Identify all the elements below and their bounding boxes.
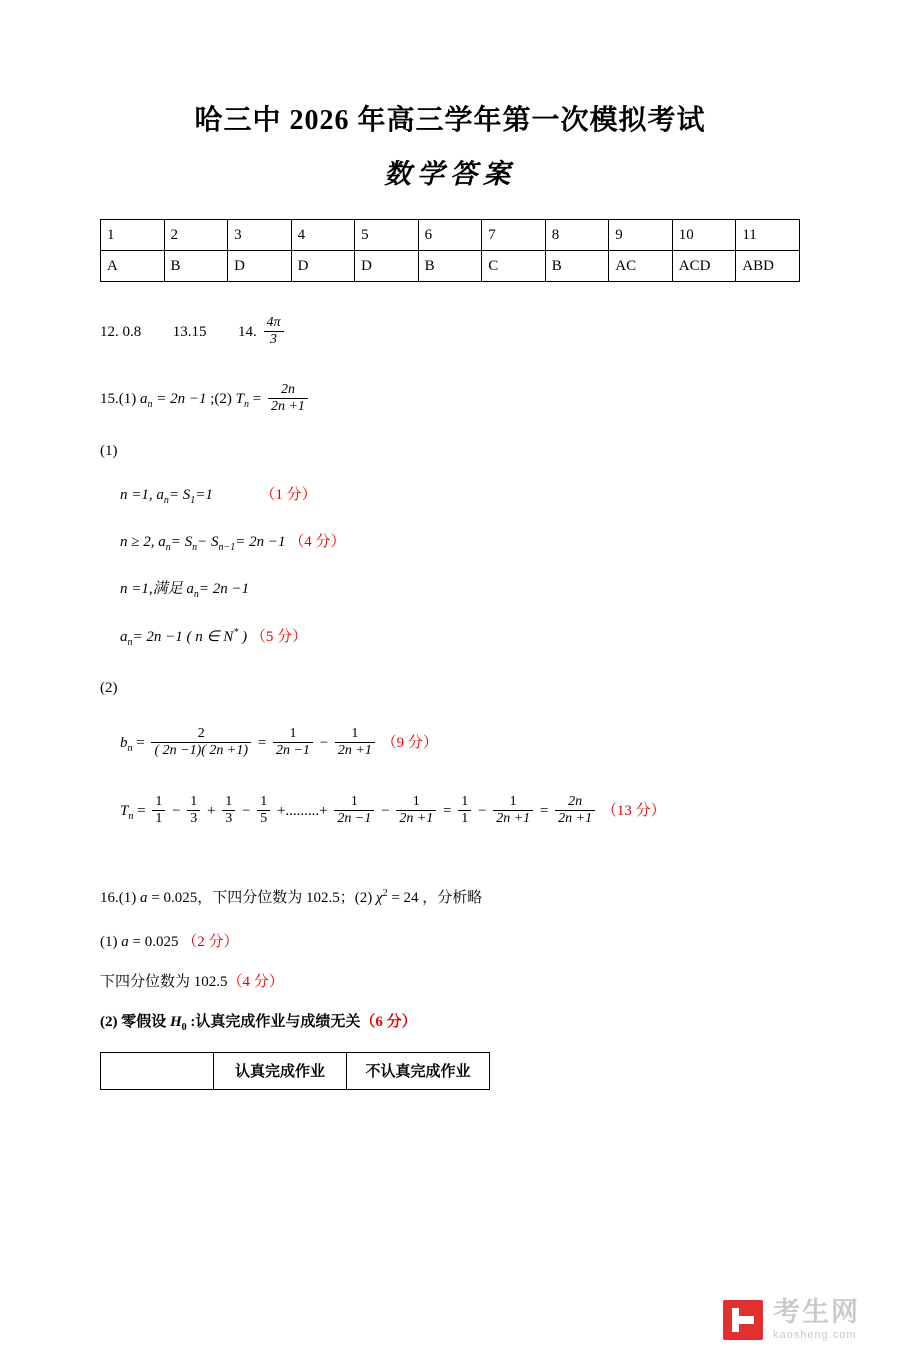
q15-T-f6-num: 1 (412, 793, 420, 809)
q16-line1-a: a (121, 933, 129, 950)
q15-T-f3 (222, 794, 235, 827)
q15-bn-line (120, 727, 820, 760)
q15-line1 (120, 486, 820, 507)
q15-T-f5 (334, 794, 374, 827)
q15-bn-frac1-den: ( 2n −1)( 2n +1) (151, 742, 251, 759)
q15-T-dots: +.........+ (276, 802, 328, 819)
q15-bn-frac3-den: 2n +1 (335, 742, 375, 759)
q15-line1-sub: n (163, 495, 169, 507)
q15-line2-rest2: − S (197, 534, 219, 551)
q15-line1-score: （1 分） (260, 487, 317, 504)
q15-T-score: （13 分） (601, 802, 666, 819)
cell-answer: D (355, 251, 419, 282)
q15-an: a (140, 391, 148, 408)
q15-T-den: 2n +1 (268, 398, 308, 415)
q15-line2-rest: = S (170, 534, 193, 551)
q15-line2-sub2: n (192, 542, 198, 554)
cell-col2: 不认真完成作业 (347, 1052, 490, 1089)
q15-line3-end: = 2n −1 (198, 581, 250, 598)
cell-answer: D (228, 251, 292, 282)
q15-bn: b (120, 735, 128, 752)
q15-bn-frac1 (151, 726, 251, 759)
q15-line2-a: n ≥ 2, a (120, 534, 166, 551)
q15-T-f3-den: 3 (222, 810, 235, 827)
q15-label: 15.(1) (100, 391, 137, 408)
q16-line3-H-sub: 0 (181, 1021, 187, 1033)
q15-bn-frac3-num: 1 (351, 726, 359, 742)
cell-answer: AC (609, 251, 673, 282)
q15-line3-sub: n (193, 589, 199, 601)
q15-line1-rest: = S (168, 487, 191, 504)
q15-bn-eq: = (136, 735, 145, 752)
q15-an-sub: n (147, 399, 153, 411)
q15-T-f2 (187, 794, 200, 827)
cell-answer: ACD (672, 251, 736, 282)
q15-bn-score: （9 分） (381, 735, 438, 752)
q15-line4-score: （5 分） (250, 629, 308, 646)
q15-T-f5-den: 2n −1 (334, 810, 374, 827)
q15-T-line (120, 795, 820, 828)
q16-header (100, 888, 820, 907)
q15-part1-label (100, 442, 820, 460)
q15-line3-text: n =1,满足 a (120, 581, 194, 598)
q16-line1-eq: = 0.025 (132, 933, 179, 950)
q15-T-label-sub: n (128, 810, 134, 822)
q16-line2-text: 下四分位数为 102.5 (100, 973, 228, 990)
q15-line1-a: n =1, a (120, 487, 164, 504)
q15-bn-eq2: = (257, 735, 267, 752)
q15-line1-end: =1 (195, 487, 213, 504)
q15-T-f4 (257, 794, 270, 827)
q15-T-f6 (396, 794, 436, 827)
cell-answer: B (418, 251, 482, 282)
cell-blank (101, 1052, 214, 1089)
q15-T-label: T (120, 802, 129, 819)
q15-bn-frac1-num: 2 (197, 726, 205, 742)
cell-number: 4 (291, 220, 355, 251)
q15-line4-rest: = 2n −1 ( n ∈ N (132, 629, 234, 646)
q15-line4-end: ) (238, 629, 248, 646)
q14-numerator: 4π (266, 315, 281, 330)
q15-header-mid: ;(2) (210, 391, 232, 408)
q15-line4 (120, 627, 820, 649)
q15-bn-frac2 (273, 726, 313, 759)
q15-T-fraction (268, 382, 308, 415)
q16-line2 (100, 973, 820, 991)
q15-line2-sub: n (165, 542, 171, 554)
q14-denominator: 3 (264, 331, 284, 348)
q15-T-minus2: − (242, 802, 251, 819)
document-page (0, 98, 900, 1369)
table-row (101, 1052, 490, 1089)
q14-fraction (264, 315, 284, 348)
q15-T-minus3: − (381, 802, 390, 819)
q14-label: 14. (238, 324, 257, 341)
q16-line1-score: （2 分） (182, 933, 239, 950)
q15-bn-frac2-den: 2n −1 (273, 742, 313, 759)
q15-T-eq3: = (539, 802, 549, 819)
cell-answer: D (291, 251, 355, 282)
q15-part2-label (100, 679, 820, 697)
watermark-cn: 考生网 (773, 1297, 860, 1327)
q16-line3-text: :认真完成作业与成绩无关 (190, 1013, 361, 1030)
q15-T-eq-sign: = (137, 802, 146, 819)
q15-T-plus1: + (207, 802, 216, 819)
q15-line2-score: （4 分） (289, 534, 346, 551)
q15-T: T (235, 391, 245, 408)
cell-col1: 认真完成作业 (214, 1052, 347, 1089)
q16-a: a (140, 889, 148, 906)
cell-number: 6 (418, 220, 482, 251)
q16-line1-label: (1) (100, 933, 118, 950)
watermark-text (773, 1299, 860, 1341)
q16-line1 (100, 933, 820, 951)
q15-T-minus1: − (172, 802, 181, 819)
q15-T-f6-den: 2n +1 (396, 810, 436, 827)
q16-line3-score: （6 分） (360, 1013, 417, 1030)
table-row-numbers (101, 220, 800, 251)
q15-line2-end: = 2n −1 (235, 534, 286, 551)
q15-T-f4-num: 1 (260, 793, 268, 809)
answer-table (100, 219, 800, 282)
cell-number: 11 (736, 220, 800, 251)
cell-number: 10 (672, 220, 736, 251)
q15-bn-minus: − (319, 735, 329, 752)
q16-line3-pre: (2) 零假设 (100, 1013, 167, 1030)
q15-line1-sub2: 1 (190, 495, 196, 507)
cell-number: 2 (164, 220, 228, 251)
q15-line2-sub3: n−1 (218, 542, 236, 554)
answers-body (100, 316, 820, 1034)
q15-T-f4-den: 5 (257, 810, 270, 827)
q15-T-f9 (555, 794, 595, 827)
q16-line2-score: （4 分） (227, 973, 284, 990)
cell-number: 9 (609, 220, 673, 251)
q15-line2 (120, 533, 820, 554)
q16-chi-eq: = 24 ，分析略 (391, 889, 483, 906)
cell-number: 5 (355, 220, 419, 251)
table-row-answers (101, 251, 800, 282)
cell-number: 8 (545, 220, 609, 251)
cell-answer: C (482, 251, 546, 282)
q15-T-f7-num: 1 (461, 793, 469, 809)
q15-T-f7 (458, 794, 471, 827)
q15-line4-sup: * (233, 627, 239, 639)
q15-T-minus4: − (477, 802, 487, 819)
q16-label: 16.(1) (100, 889, 137, 906)
q15-bn-sub: n (127, 743, 133, 755)
cell-answer: B (164, 251, 228, 282)
cell-number: 7 (482, 220, 546, 251)
contingency-table (100, 1052, 490, 1090)
q15-T-f9-den: 2n +1 (555, 810, 595, 827)
fill-in-answers (100, 316, 820, 349)
q15-T-f7-den: 1 (458, 810, 471, 827)
q15-T-f8-den: 2n +1 (493, 810, 533, 827)
q15-bn-frac2-num: 1 (289, 726, 297, 742)
q15-line4-sub: n (127, 637, 133, 649)
q13-answer: 13.15 (172, 324, 207, 341)
cell-answer: A (101, 251, 165, 282)
q15-T-f1-num: 1 (155, 793, 163, 809)
q15-T-f2-num: 1 (190, 793, 198, 809)
q16-line3-H: H (170, 1013, 182, 1030)
q16-chi-sup: 2 (382, 887, 388, 899)
watermark (723, 1299, 860, 1341)
q16-line3 (100, 1013, 820, 1034)
q15-T-f2-den: 3 (187, 810, 200, 827)
watermark-en: kaosheng.com (773, 1329, 857, 1341)
q15-T-eq2: = (443, 802, 452, 819)
q15-T-sub: n (244, 399, 250, 411)
q15-T-f1 (152, 794, 165, 827)
cell-number: 3 (228, 220, 292, 251)
q15-part2-text: (2) (100, 680, 118, 697)
q15-bn-frac3 (335, 726, 375, 759)
q15-line3 (120, 580, 820, 601)
q15-header (100, 383, 820, 416)
q15-T-f8 (493, 794, 533, 827)
cell-answer: ABD (736, 251, 800, 282)
q15-T-num: 2n (280, 382, 295, 398)
page-subtitle: 数学答案 (384, 159, 516, 189)
q15-T-f8-num: 1 (509, 793, 517, 809)
q15-T-f9-num: 2n (568, 793, 583, 809)
q12-answer: 12. 0.8 (100, 324, 142, 341)
q15-line4-a: a (120, 629, 128, 646)
cell-number: 1 (101, 220, 165, 251)
q16-chi: χ (375, 889, 383, 906)
q15-T-f3-num: 1 (225, 793, 233, 809)
kaosheng-logo-icon (723, 1300, 763, 1340)
page-title: 哈三中 2026 年高三学年第一次模拟考试 (194, 105, 706, 136)
q16-a-eq: = 0.025，下四分位数为 102.5；(2) (151, 889, 373, 906)
q15-part1-text: (1) (100, 443, 118, 460)
q15-an-eq: = 2n −1 (156, 391, 207, 408)
cell-answer: B (545, 251, 609, 282)
q15-T-f1-den: 1 (152, 810, 165, 827)
q15-T-eq: = (252, 391, 262, 408)
q15-T-f5-num: 1 (350, 793, 358, 809)
